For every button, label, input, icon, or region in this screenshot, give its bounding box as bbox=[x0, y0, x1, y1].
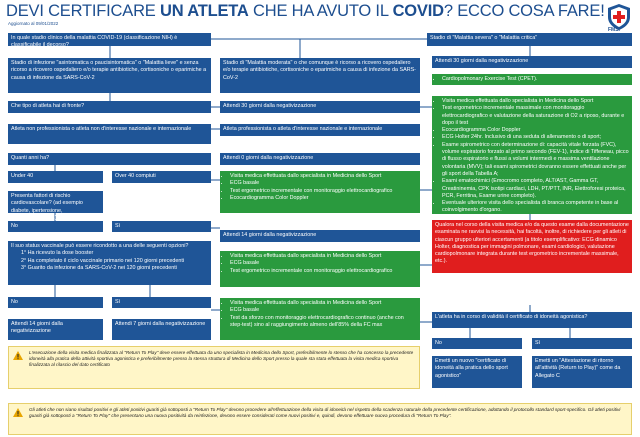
warning-icon bbox=[13, 408, 23, 417]
updated-date: Aggiornato al 09/01/2022 bbox=[8, 21, 59, 26]
answer-no: No bbox=[432, 338, 522, 349]
question-vaccine-status bbox=[8, 241, 211, 285]
exam-item: • Cardiopolmonary Exercise Test (CPET). bbox=[442, 76, 629, 83]
cpet-exam bbox=[432, 74, 632, 85]
emit-return-to-play: Emetti un "Attestazione di ritorno all'attività (Return to Play)" come da Allegato C bbox=[532, 356, 632, 388]
vaccine-option: 2° Ha completato il ciclo vaccinale primario nei 120 giorni precedenti bbox=[21, 257, 185, 264]
answer-yes: Sì bbox=[532, 338, 632, 349]
stage-moderate: Stadio di "Malattia moderata" o che comunque è ricorso a ricovero ospedaliero e/o terapie antibiotiche, cortisoniche o eparimiche a causa di infezione da SARS-CoV-2 bbox=[220, 58, 420, 93]
exam-item: • ECG basale bbox=[230, 260, 417, 267]
wait-14-days: Attendi 14 giorni dalla negativizzazione bbox=[8, 319, 103, 340]
exam-list-right bbox=[432, 96, 632, 214]
exam-list-a bbox=[220, 171, 420, 213]
athlete-professional: Atleta professionista o atleta d'interesse nazionale e internazionale bbox=[220, 124, 420, 136]
exam-item: • Test da sforzo con monitoraggio elettrocardiografico continuo (anche con step-test) sino al raggiungimento almeno dell'85% della FC max bbox=[230, 315, 417, 330]
exam-item: • Ecocardiogramma Color Doppler bbox=[230, 195, 417, 202]
warning-icon bbox=[13, 351, 23, 360]
exam-item: • ECG Holter 24hr. Inclusivo di una seduta di allenamento o di sport; bbox=[442, 134, 629, 141]
athlete-non-professional: Atleta non professionista o atleta non d'interesse nazionale e internazionale bbox=[8, 124, 211, 144]
vaccine-question-text: Il suo status vaccinale può essere ricondotto a una delle seguenti opzioni? bbox=[11, 243, 189, 249]
wait-30-days-right: Attendi 30 giorni dalla negativizzazione bbox=[432, 56, 632, 68]
exam-item: • Visita medica effettuata dallo specialista in Medicina dello Sport bbox=[230, 253, 417, 260]
question-athlete-type: Che tipo di atleta hai di fronte? bbox=[8, 101, 211, 113]
exam-list-c bbox=[220, 298, 420, 340]
question-certificate: L'atleta ha in corso di validità il certificato di idoneità agonistica? bbox=[432, 312, 632, 328]
vaccine-option: 1° Ha ricevuto la dose booster bbox=[21, 250, 94, 257]
additional-tests-note: Qualora nel corso della visita medica e/o da questo esame dalla documentazione esaminata ne ravvisi la necessità, hai facoltà, inoltre, di richiedere per gli atleti di ciascun gruppo ulteriori accertamenti (a titolo esemplificativo: ECG dinamico Holter, diagnostica per immagini polmonare, esami cardiologici, valutazione cardiopolmonare integrata durante test ergometrico incrementale massimale, etc.). bbox=[432, 220, 632, 273]
exam-item: • Visita medica effettuata dallo specialista in Medicina dello Sport bbox=[442, 98, 629, 105]
wait-14-days-b: Attendi 14 giorni dalla negativizzazione bbox=[220, 230, 420, 242]
exam-item: • ECG basale bbox=[230, 307, 417, 314]
exam-item: • Esame spirometrico con determinazione di: capacità vitale forzata (FVC), volume espiratorio forzato al primo secondo (FEV-1), indice di Tiffeneau, picco di flusso espiratorio e flussi a volumi intermedi e massima ventilazione volontaria (MVV); tali esami spirometrici dovranno essere effettuati anche per gli sport della Tabella A; bbox=[442, 142, 629, 178]
note-return-to-play bbox=[8, 403, 632, 435]
exam-item: • Visita medica effettuata dallo specialista in Medicina dello Sport bbox=[230, 173, 417, 180]
exam-item: • Test ergometrico incrementale con monitoraggio elettrocardiografico bbox=[230, 268, 417, 275]
age-over-40: Over 40 compiuti bbox=[112, 171, 211, 183]
page-title: DEVI CERTIFICARE UN ATLETA CHE HA AVUTO IL COVID? ECCO COSA FARE! bbox=[6, 2, 605, 20]
answer-no: No bbox=[8, 221, 103, 232]
wait-0-days: Attendi 0 giorni dalla negativizzazione bbox=[220, 153, 420, 165]
exam-item: • ECG basale bbox=[230, 180, 417, 187]
note-specialist bbox=[8, 346, 420, 389]
exam-item: • Eventuale ulteriore visita dello specialista di branca competente in base al coinvolgimento d'organo. bbox=[442, 200, 629, 215]
exam-item: • Ecocardiogramma Color Doppler bbox=[442, 127, 629, 134]
question-cardio-risk: Presenta fattori di rischio cardiovascolare? (ad esempio diabete, ipertensione, ipercolesterolemia) bbox=[8, 191, 103, 213]
exam-item: • Test ergometrico incrementale massimale con monitoraggio elettrocardiografico e valutazione della saturazione di O2 a riposo, durante e dopo il test bbox=[442, 105, 629, 127]
wait-7-days: Attendi 7 giorni dalla negativizzazione bbox=[112, 319, 211, 340]
age-under-40: Under 40 bbox=[8, 171, 103, 183]
answer-yes: Sì bbox=[112, 297, 211, 308]
exam-item: • Esami ematochimici (Emocromo completo, ALT/AST, Gamma GT, Creatininemia, CPK isotipi cardiaci, LDH, PT/PTT, INR, Elettroforesi proteica, PCR, Ferritina, Esame urine completo). bbox=[442, 178, 629, 200]
wait-30-days: Attendi 30 giorni dalla negativizzazione bbox=[220, 101, 420, 113]
question-clinical-stage: In quale stadio clinico della malattia COVID-19 (classificazione NIH) è classificabile il decorso? bbox=[8, 33, 211, 46]
exam-item: • Test ergometrico incrementale con monitoraggio elettrocardiografico bbox=[230, 188, 417, 195]
answer-no: No bbox=[8, 297, 103, 308]
note-specialist-text: L'esecuzione della visita medica finalizzata al "Return To Play" deve essere effettuata da uno specialista in Medicina dello Sport, preferibilmente lo stesso che ha concesso la precedente idoneità alla pratica della attività sportiva agonistica e preferibilmente presso la stessa struttura di Medicina dello Sport presso la quale sta stata effettuata la visita medica sportiva finalizzata al rilascio del dato certificato bbox=[29, 350, 414, 368]
logo-text: FMSI bbox=[608, 27, 620, 33]
exam-list-b bbox=[220, 251, 420, 287]
question-age: Quanti anni ha? bbox=[8, 153, 211, 165]
stage-mild: Stadio di infezione "asintomatica o paucisintomatica" o "Malattia lieve" e senza ricorso a ricovero ospedaliero e/o terapie antibiotiche, cortisoniche o eparimiche a causa di infezione da SARS-CoV-2 bbox=[8, 58, 211, 93]
vaccine-option: 3° Guarito da infezione da SARS-CoV-2 nei 120 giorni precedenti bbox=[21, 264, 177, 271]
note-return-to-play-text: Gli atleti che non siano risultati positivi e gli atleti positivi guariti già sottoposti a "Return To Play" devono procedere all'effettuazione della visita di idoneità nel rispetto della scadenza naturale della precedente certificazione, adottando il protocollo standard sport-specifico. Gli atleti positivi guariti già sottoposti a "Return To Play" che presentano una nuova positività da reinfezione, devono essere considerati come nuovi positivi e, quindi, devono effettuare nuova procedura di "Return To Play". bbox=[29, 407, 621, 419]
answer-yes: Sì bbox=[112, 221, 211, 232]
stage-severe: Stadio di "Malattia severa" o "Malattia critica" bbox=[427, 33, 632, 46]
exam-item: • Visita medica effettuata dallo specialista in Medicina dello Sport bbox=[230, 300, 417, 307]
emit-new-certificate: Emetti un nuovo "certificato di idoneità alla pratica dello sport agonistico" bbox=[432, 356, 522, 388]
